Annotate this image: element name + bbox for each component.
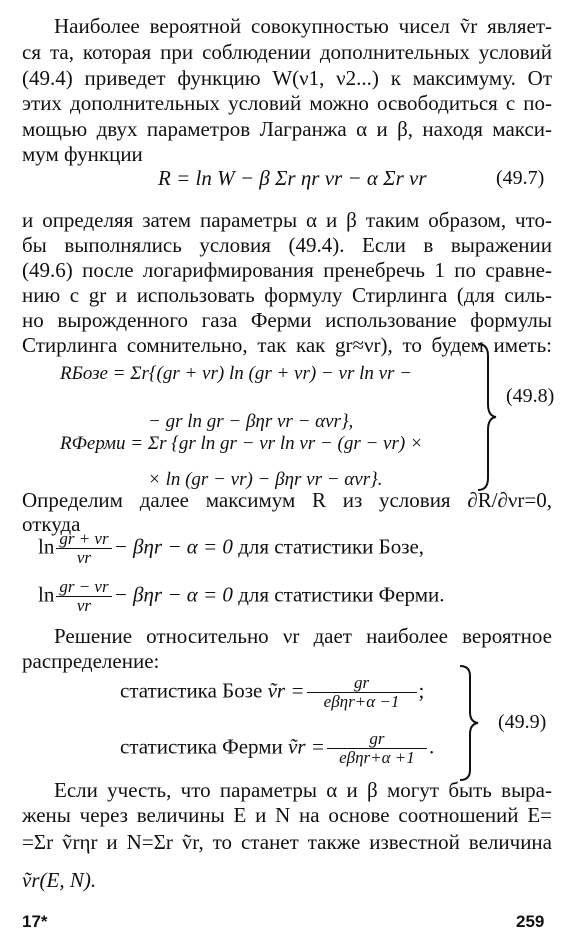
text-line: мум функции — [22, 142, 143, 166]
page-number: 259 — [516, 912, 545, 931]
signature-mark: 17* — [22, 912, 48, 931]
equation-49-8-line1: RБозе = Σr{(gr + νr) ln (gr + νr) − νr ln νr − — [60, 363, 413, 384]
condition-rest: − βηr − α = 0 — [113, 582, 233, 607]
fraction-denominator: eβηr+α +1 — [339, 748, 415, 767]
text-line: Наиболее вероятной совокупностью чисел ṽr являет- — [54, 14, 552, 38]
fraction-denominator: eβηr+α −1 — [323, 692, 400, 711]
right-brace-icon — [474, 342, 500, 492]
equation-49-8-line4: × ln (gr − νr) − βηr νr − ανr}. — [148, 469, 383, 490]
text-line: ṽr(E, N). — [22, 868, 97, 892]
equation-number: (49.7) — [496, 167, 545, 189]
equation-49-8-line2: − gr ln gr − βηr νr − ανr}, — [148, 411, 354, 432]
text-line: откуда — [22, 512, 81, 536]
equation-49-8-line3: RФерми = Σr {gr ln gr − νr ln νr − (gr − νr) × — [60, 433, 423, 454]
bose-lhs: ṽr = — [267, 678, 305, 703]
text-line: Стирлинга сомнительно, так как gr≈νr), то будем иметь: — [22, 333, 552, 357]
fraction-numerator: gr + νr — [56, 530, 111, 549]
text-line: ся та, которая при соблюдении дополнительных условий — [22, 40, 552, 64]
text-line: Определим далее максимум R из условия ∂R/∂νr=0, — [22, 488, 552, 512]
equation-49-7: R = ln W − β Σr ηr νr − α Σr νr — [158, 166, 427, 190]
text-line: (49.6) после логарифмирования пренебречь 1 по сравне- — [22, 258, 552, 282]
text-line: мощью двух параметров Лагранжа α и β, находя макси- — [22, 117, 552, 141]
distribution-bose — [120, 674, 424, 711]
condition-bose: ln $\frac{gr + \nu r}{\nu r}$ − βηr − α = 0 для статистики Бозе, — [38, 529, 425, 567]
distribution-fermi — [120, 730, 434, 767]
condition-rest: − βηr − α = 0 — [113, 534, 233, 559]
bose-label: статистика Бозе — [120, 678, 263, 703]
condition-text: для статистики Бозе, — [238, 534, 425, 559]
equation-number: (49.8) — [506, 385, 555, 407]
text-line: (49.4) приведет функцию W(ν1, ν2...) к максимуму. От — [22, 66, 552, 90]
text-line: бы выполнялись условия (49.4). Если в выражении — [22, 233, 552, 257]
fermi-end: . — [428, 734, 435, 759]
fraction-numerator: gr — [307, 674, 417, 693]
text-line: и определяя затем параметры α и β таким образом, что- — [22, 208, 552, 232]
fermi-lhs: ṽr = — [288, 734, 325, 759]
condition-fermi: ln $\frac{gr - \nu r}{\nu r}$ − βηr − α = 0 для статистики Ферми. — [38, 577, 445, 615]
fraction-numerator: gr − νr — [56, 578, 111, 597]
equation-number: (49.9) — [498, 711, 547, 733]
text-line: =Σr ṽrηr и N=Σr ṽr, то станет также известной величина — [22, 830, 552, 854]
fraction-denominator: νr — [76, 596, 92, 615]
text-line: Решение относительно νr дает наиболее вероятное — [54, 624, 552, 648]
condition-text: для статистики Ферми. — [238, 582, 445, 607]
text-line: но вырожденного газа Ферми использование формулы — [22, 308, 552, 332]
text-line: этих дополнительных условий можно освободиться с по- — [22, 91, 552, 115]
bose-end: ; — [418, 678, 425, 703]
text-line: распределение: — [22, 649, 160, 673]
text-line: нию с gr и использовать формулу Стирлинга (для силь- — [22, 283, 552, 307]
fermi-label: статистика Ферми — [120, 734, 283, 759]
text-line: жены через величины E и N на основе соотношений E= — [22, 803, 552, 827]
fraction-numerator: gr — [327, 730, 427, 749]
right-brace-icon — [456, 664, 482, 782]
text-line: Если учесть, что параметры α и β могут быть выра- — [54, 778, 552, 802]
fraction-denominator: νr — [76, 548, 92, 567]
